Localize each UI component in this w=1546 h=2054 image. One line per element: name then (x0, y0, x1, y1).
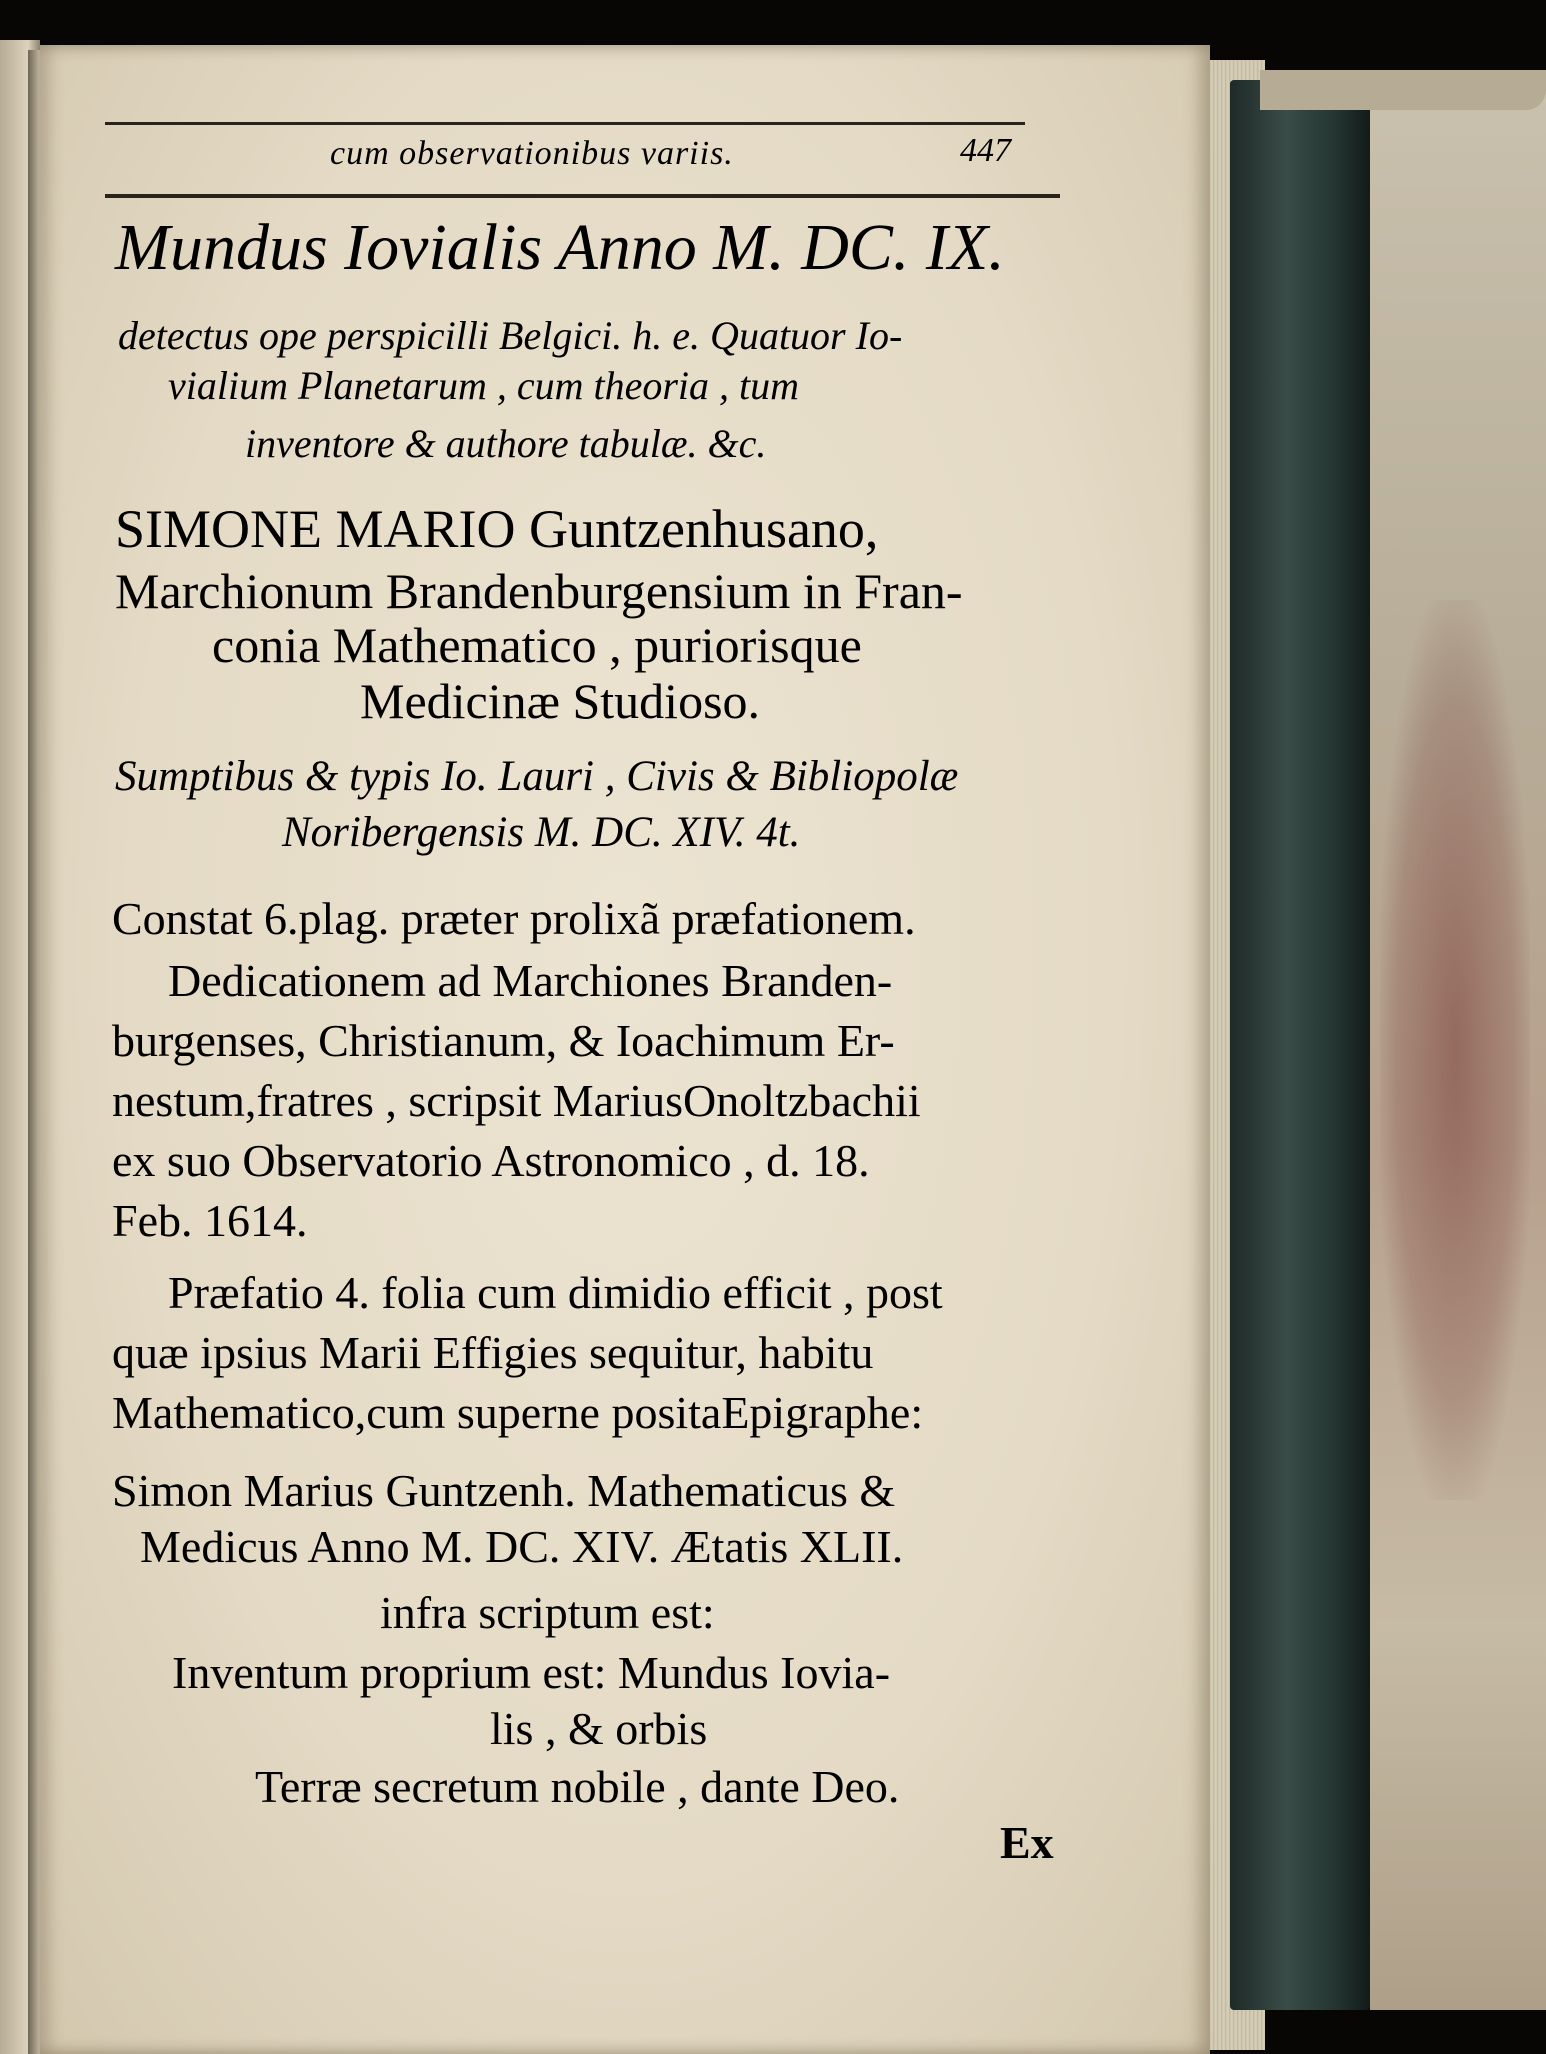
verse-line: lis , & orbis (490, 1703, 708, 1754)
header-rule-bottom (105, 194, 1060, 198)
subtitle-line: detectus ope perspicilli Belgici. h. e. Quatuor Io- (118, 313, 903, 358)
imprint-line: Sumptibus & typis Io. Lauri , Civis & Bibliopolæ (115, 753, 959, 800)
book-fore-edge (1230, 80, 1370, 2010)
body-line: Præfatio 4. folia cum dimidio efficit , post (168, 1267, 943, 1318)
body-line: nestum,fratres , scripsit MariusOnoltzbachii (112, 1075, 921, 1126)
author-line: Marchionum Brandenburgensium in Fran- (115, 563, 963, 619)
catchword: Ex (1000, 1817, 1054, 1868)
body-line: burgenses, Christianum, & Ioachimum Er- (112, 1015, 895, 1066)
verse-line: Terræ secretum nobile , dante Deo. (255, 1761, 900, 1812)
header-rule-top (105, 122, 1025, 125)
verse-line: infra scriptum est: (380, 1587, 715, 1638)
running-title: cum observationibus variis. (330, 135, 734, 172)
body-line: Constat 6.plag. præter prolixã præfationem. (112, 893, 916, 944)
page-number: 447 (960, 132, 1011, 169)
imprint-line: Noribergensis M. DC. XIV. 4t. (282, 809, 801, 856)
author-line: SIMONE MARIO Guntzenhusano, (115, 499, 879, 559)
cover-corner (1260, 70, 1546, 110)
body-line: Feb. 1614. (112, 1195, 308, 1246)
epigraph-line: Medicus Anno M. DC. XIV. Ætatis XLII. (140, 1521, 904, 1572)
subtitle-line: vialium Planetarum , cum theoria , tum (168, 363, 800, 408)
author-line: Medicinæ Studioso. (360, 673, 761, 729)
subtitle-line: inventore & authore tabulæ. &c. (245, 421, 767, 466)
body-line: quæ ipsius Marii Effigies sequitur, habitu (112, 1327, 874, 1378)
body-line: Mathematico,cum superne positaEpigraphe: (112, 1387, 924, 1438)
cover-stain (1380, 600, 1530, 1500)
epigraph-line: Simon Marius Guntzenh. Mathematicus & (112, 1465, 896, 1516)
body-line: Dedicationem ad Marchiones Branden- (168, 955, 893, 1006)
verse-line: Inventum proprium est: Mundus Iovia- (172, 1647, 891, 1698)
body-line: ex suo Observatorio Astronomico , d. 18. (112, 1135, 870, 1186)
book-title: Mundus Iovialis Anno M. DC. IX. (115, 211, 1005, 284)
author-line: conia Mathematico , puriorisque (212, 617, 862, 673)
